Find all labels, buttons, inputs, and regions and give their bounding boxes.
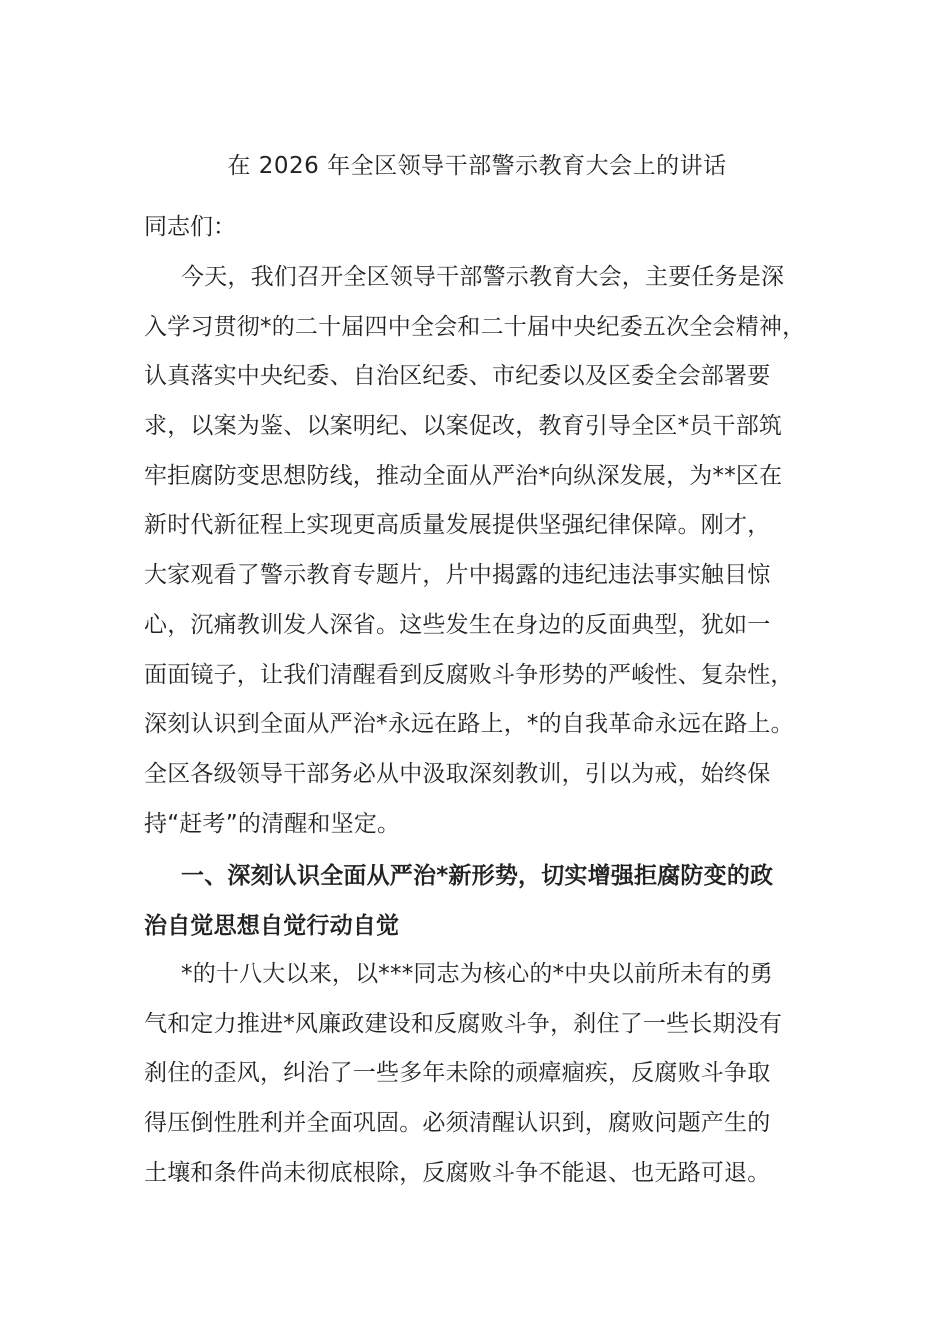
text-line: *的十八大以来，以***同志为核心的*中央以前所未有的勇 [181, 961, 774, 987]
text-line: 大家观看了警示教育专题片，片中揭露的违纪违法事实触目惊 [144, 562, 771, 589]
paragraph-2 [144, 950, 810, 1198]
text-line: 全区各级领导干部务必从中汲取深刻教训，引以为戒，始终保 [144, 760, 771, 787]
document-title: 在 2026 年全区领导干部警示教育大会上的讲话 [227, 153, 727, 179]
text-line: 持“赶考”的清醒和坚定。 [144, 810, 401, 837]
text-line: 面面镜子，让我们清醒看到反腐败斗争形势的严峻性、复杂性， [144, 661, 794, 688]
text-line: 土壤和条件尚未彻底根除，反腐败斗争不能退、也无路可退。 [144, 1159, 771, 1186]
text-line: 刹住的歪风，纠治了一些多年未除的顽瘴痼疾，反腐败斗争取 [144, 1060, 771, 1087]
text-line: 牢拒腐防变思想防线，推动全面从严治*向纵深发展，为**区在 [144, 462, 783, 489]
text-line: 得压倒性胜利并全面巩固。必须清醒认识到，腐败问题产生的 [144, 1110, 771, 1137]
text-line: 深刻认识到全面从严治*永远在路上，*的自我革命永远在路上。 [144, 711, 794, 738]
greeting: 同志们： [144, 214, 236, 240]
paragraph-1 [144, 253, 810, 849]
heading-line: 治自觉思想自觉行动自觉 [144, 912, 400, 939]
text-line: 心，沉痛教训发人深省。这些发生在身边的反面典型，犹如一 [144, 611, 771, 638]
text-line: 入学习贯彻*的二十届四中全会和二十届中央纪委五次全会精神， [144, 313, 806, 340]
heading-line: 一、深刻认识全面从严治*新形势，切实增强拒腐防变的政 [181, 863, 774, 889]
section-heading-1 [144, 852, 810, 951]
text-line: 求，以案为鉴、以案明纪、以案促改，教育引导全区*员干部筑 [144, 413, 783, 440]
text-line: 新时代新征程上实现更高质量发展提供坚强纪律保障。刚才， [144, 512, 771, 539]
text-line: 气和定力推进*风廉政建设和反腐败斗争，刹住了一些长期没有 [144, 1010, 783, 1037]
text-line: 今天，我们召开全区领导干部警示教育大会，主要任务是深 [181, 264, 785, 290]
text-line: 认真落实中央纪委、自治区纪委、市纪委以及区委全会部署要 [144, 363, 771, 390]
